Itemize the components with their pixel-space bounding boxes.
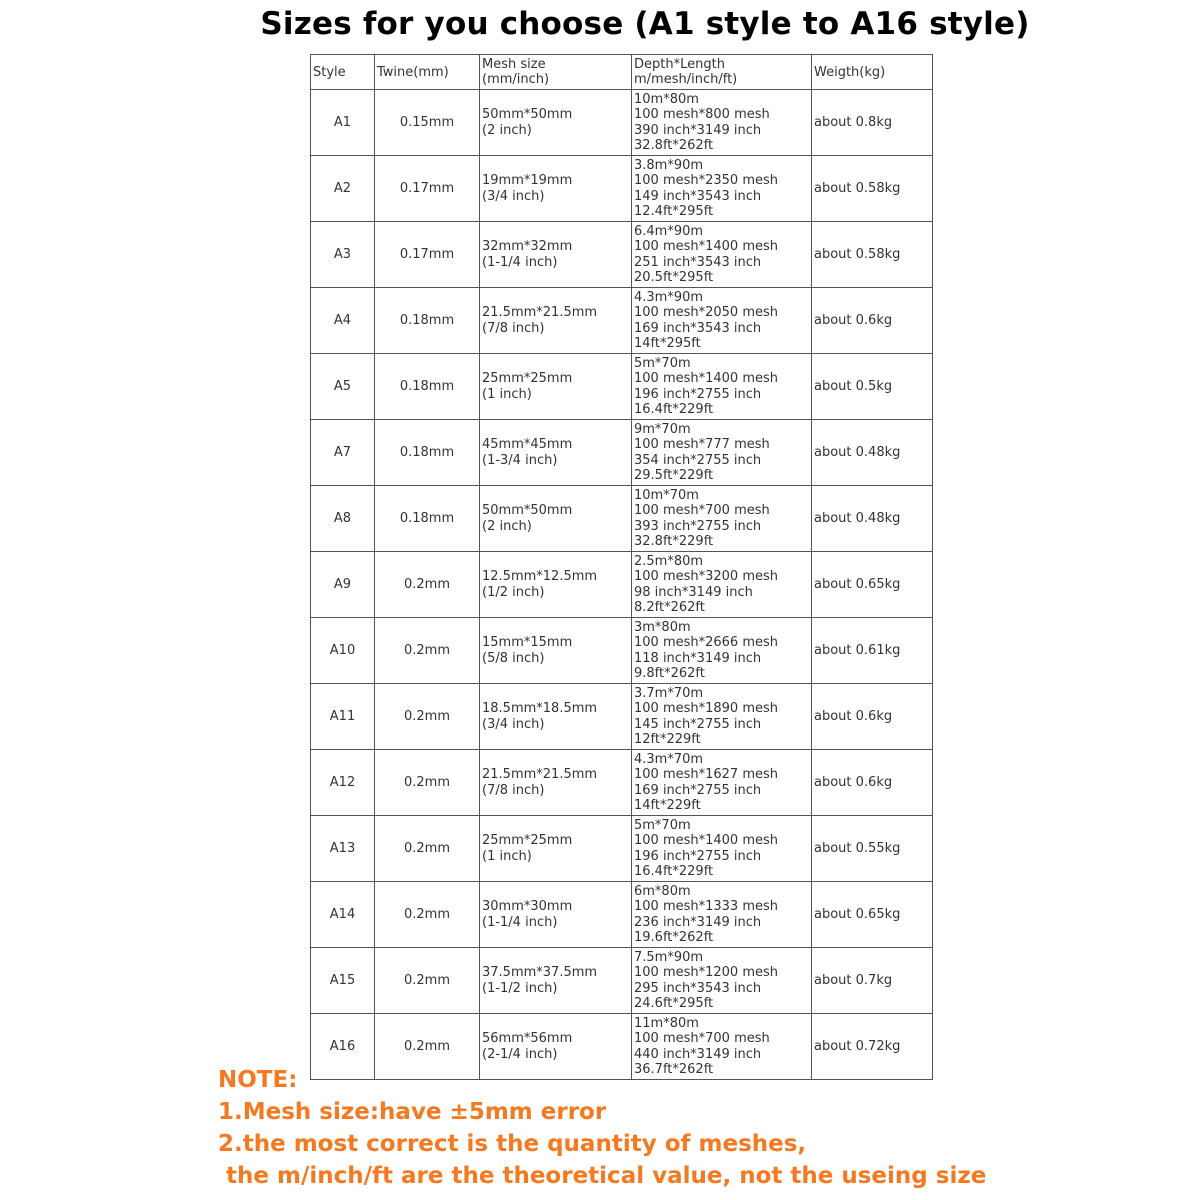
table-row xyxy=(311,750,933,816)
cell-style: A8 xyxy=(311,486,375,552)
cell-depth-length: 3m*80m 100 mesh*2666 mesh 118 inch*3149 inch 9.8ft*262ft xyxy=(632,618,812,684)
cell-mesh-size: 32mm*32mm (1-1/4 inch) xyxy=(480,222,632,288)
cell-mesh-size: 18.5mm*18.5mm (3/4 inch) xyxy=(480,684,632,750)
note-heading: NOTE: xyxy=(218,1067,298,1093)
cell-mesh-size: 50mm*50mm (2 inch) xyxy=(480,90,632,156)
cell-mesh-size: 45mm*45mm (1-3/4 inch) xyxy=(480,420,632,486)
cell-depth-length: 5m*70m 100 mesh*1400 mesh 196 inch*2755 inch 16.4ft*229ft xyxy=(632,816,812,882)
cell-weight: about 0.65kg xyxy=(812,552,933,618)
cell-mesh-size: 37.5mm*37.5mm (1-1/2 inch) xyxy=(480,948,632,1014)
cell-style: A4 xyxy=(311,288,375,354)
cell-mesh-size: 30mm*30mm (1-1/4 inch) xyxy=(480,882,632,948)
table-row xyxy=(311,354,933,420)
cell-weight: about 0.5kg xyxy=(812,354,933,420)
cell-twine: 0.2mm xyxy=(375,948,480,1014)
cell-style: A5 xyxy=(311,354,375,420)
table-row xyxy=(311,552,933,618)
cell-mesh-size: 21.5mm*21.5mm (7/8 inch) xyxy=(480,750,632,816)
table-row xyxy=(311,618,933,684)
cell-weight: about 0.58kg xyxy=(812,222,933,288)
cell-depth-length: 10m*70m 100 mesh*700 mesh 393 inch*2755 inch 32.8ft*229ft xyxy=(632,486,812,552)
table-row xyxy=(311,90,933,156)
cell-style: A10 xyxy=(311,618,375,684)
cell-mesh-size: 25mm*25mm (1 inch) xyxy=(480,354,632,420)
cell-style: A2 xyxy=(311,156,375,222)
table-row xyxy=(311,684,933,750)
table-body xyxy=(311,90,933,1080)
cell-depth-length: 6m*80m 100 mesh*1333 mesh 236 inch*3149 inch 19.6ft*262ft xyxy=(632,882,812,948)
cell-mesh-size: 25mm*25mm (1 inch) xyxy=(480,816,632,882)
cell-twine: 0.2mm xyxy=(375,684,480,750)
table-row xyxy=(311,948,933,1014)
cell-depth-length: 3.7m*70m 100 mesh*1890 mesh 145 inch*2755 inch 12ft*229ft xyxy=(632,684,812,750)
cell-style: A1 xyxy=(311,90,375,156)
cell-weight: about 0.72kg xyxy=(812,1014,933,1080)
cell-twine: 0.17mm xyxy=(375,156,480,222)
cell-twine: 0.2mm xyxy=(375,882,480,948)
cell-depth-length: 9m*70m 100 mesh*777 mesh 354 inch*2755 inch 29.5ft*229ft xyxy=(632,420,812,486)
cell-depth-length: 6.4m*90m 100 mesh*1400 mesh 251 inch*3543 inch 20.5ft*295ft xyxy=(632,222,812,288)
cell-mesh-size: 56mm*56mm (2-1/4 inch) xyxy=(480,1014,632,1080)
cell-style: A3 xyxy=(311,222,375,288)
cell-style: A9 xyxy=(311,552,375,618)
cell-twine: 0.2mm xyxy=(375,1014,480,1080)
cell-mesh-size: 50mm*50mm (2 inch) xyxy=(480,486,632,552)
note-block xyxy=(218,1064,986,1192)
cell-depth-length: 5m*70m 100 mesh*1400 mesh 196 inch*2755 inch 16.4ft*229ft xyxy=(632,354,812,420)
cell-twine: 0.18mm xyxy=(375,288,480,354)
cell-depth-length: 4.3m*70m 100 mesh*1627 mesh 169 inch*2755 inch 14ft*229ft xyxy=(632,750,812,816)
table-row xyxy=(311,288,933,354)
cell-mesh-size: 19mm*19mm (3/4 inch) xyxy=(480,156,632,222)
cell-twine: 0.2mm xyxy=(375,816,480,882)
table-row xyxy=(311,486,933,552)
cell-mesh-size: 21.5mm*21.5mm (7/8 inch) xyxy=(480,288,632,354)
cell-style: A13 xyxy=(311,816,375,882)
cell-depth-length: 7.5m*90m 100 mesh*1200 mesh 295 inch*3543 inch 24.6ft*295ft xyxy=(632,948,812,1014)
cell-depth-length: 11m*80m 100 mesh*700 mesh 440 inch*3149 inch 36.7ft*262ft xyxy=(632,1014,812,1080)
cell-mesh-size: 12.5mm*12.5mm (1/2 inch) xyxy=(480,552,632,618)
table-row xyxy=(311,816,933,882)
header-row xyxy=(311,55,933,90)
cell-style: A7 xyxy=(311,420,375,486)
column-header-twine: Twine(mm) xyxy=(375,55,480,90)
cell-weight: about 0.58kg xyxy=(812,156,933,222)
cell-twine: 0.15mm xyxy=(375,90,480,156)
cell-twine: 0.2mm xyxy=(375,750,480,816)
cell-mesh-size: 15mm*15mm (5/8 inch) xyxy=(480,618,632,684)
cell-weight: about 0.6kg xyxy=(812,684,933,750)
cell-depth-length: 10m*80m 100 mesh*800 mesh 390 inch*3149 inch 32.8ft*262ft xyxy=(632,90,812,156)
size-spec-table xyxy=(310,54,933,1080)
column-header-depth-length: Depth*Length m/mesh/inch/ft) xyxy=(632,55,812,90)
table-row xyxy=(311,222,933,288)
cell-twine: 0.2mm xyxy=(375,618,480,684)
cell-weight: about 0.48kg xyxy=(812,486,933,552)
note-line-2: 2.the most correct is the quantity of meshes, xyxy=(218,1131,807,1157)
cell-twine: 0.18mm xyxy=(375,354,480,420)
cell-weight: about 0.8kg xyxy=(812,90,933,156)
column-header-weight: Weigth(kg) xyxy=(812,55,933,90)
cell-weight: about 0.65kg xyxy=(812,882,933,948)
cell-depth-length: 3.8m*90m 100 mesh*2350 mesh 149 inch*3543 inch 12.4ft*295ft xyxy=(632,156,812,222)
cell-depth-length: 4.3m*90m 100 mesh*2050 mesh 169 inch*3543 inch 14ft*295ft xyxy=(632,288,812,354)
cell-weight: about 0.48kg xyxy=(812,420,933,486)
cell-twine: 0.18mm xyxy=(375,486,480,552)
note-line-3: the m/inch/ft are the theoretical value, not the useing size xyxy=(218,1163,987,1189)
cell-style: A16 xyxy=(311,1014,375,1080)
cell-style: A12 xyxy=(311,750,375,816)
cell-weight: about 0.7kg xyxy=(812,948,933,1014)
cell-weight: about 0.6kg xyxy=(812,750,933,816)
table-row xyxy=(311,420,933,486)
cell-depth-length: 2.5m*80m 100 mesh*3200 mesh 98 inch*3149 inch 8.2ft*262ft xyxy=(632,552,812,618)
cell-weight: about 0.55kg xyxy=(812,816,933,882)
table-header xyxy=(311,55,933,90)
column-header-style: Style xyxy=(311,55,375,90)
cell-weight: about 0.61kg xyxy=(812,618,933,684)
table-row xyxy=(311,156,933,222)
cell-twine: 0.18mm xyxy=(375,420,480,486)
cell-twine: 0.17mm xyxy=(375,222,480,288)
page-title: Sizes for you choose (A1 style to A16 style) xyxy=(260,6,1030,42)
note-line-1: 1.Mesh size:have ±5mm error xyxy=(218,1099,607,1125)
cell-style: A14 xyxy=(311,882,375,948)
column-header-mesh-size: Mesh size (mm/inch) xyxy=(480,55,632,90)
cell-style: A15 xyxy=(311,948,375,1014)
cell-weight: about 0.6kg xyxy=(812,288,933,354)
cell-style: A11 xyxy=(311,684,375,750)
table-row xyxy=(311,882,933,948)
cell-twine: 0.2mm xyxy=(375,552,480,618)
